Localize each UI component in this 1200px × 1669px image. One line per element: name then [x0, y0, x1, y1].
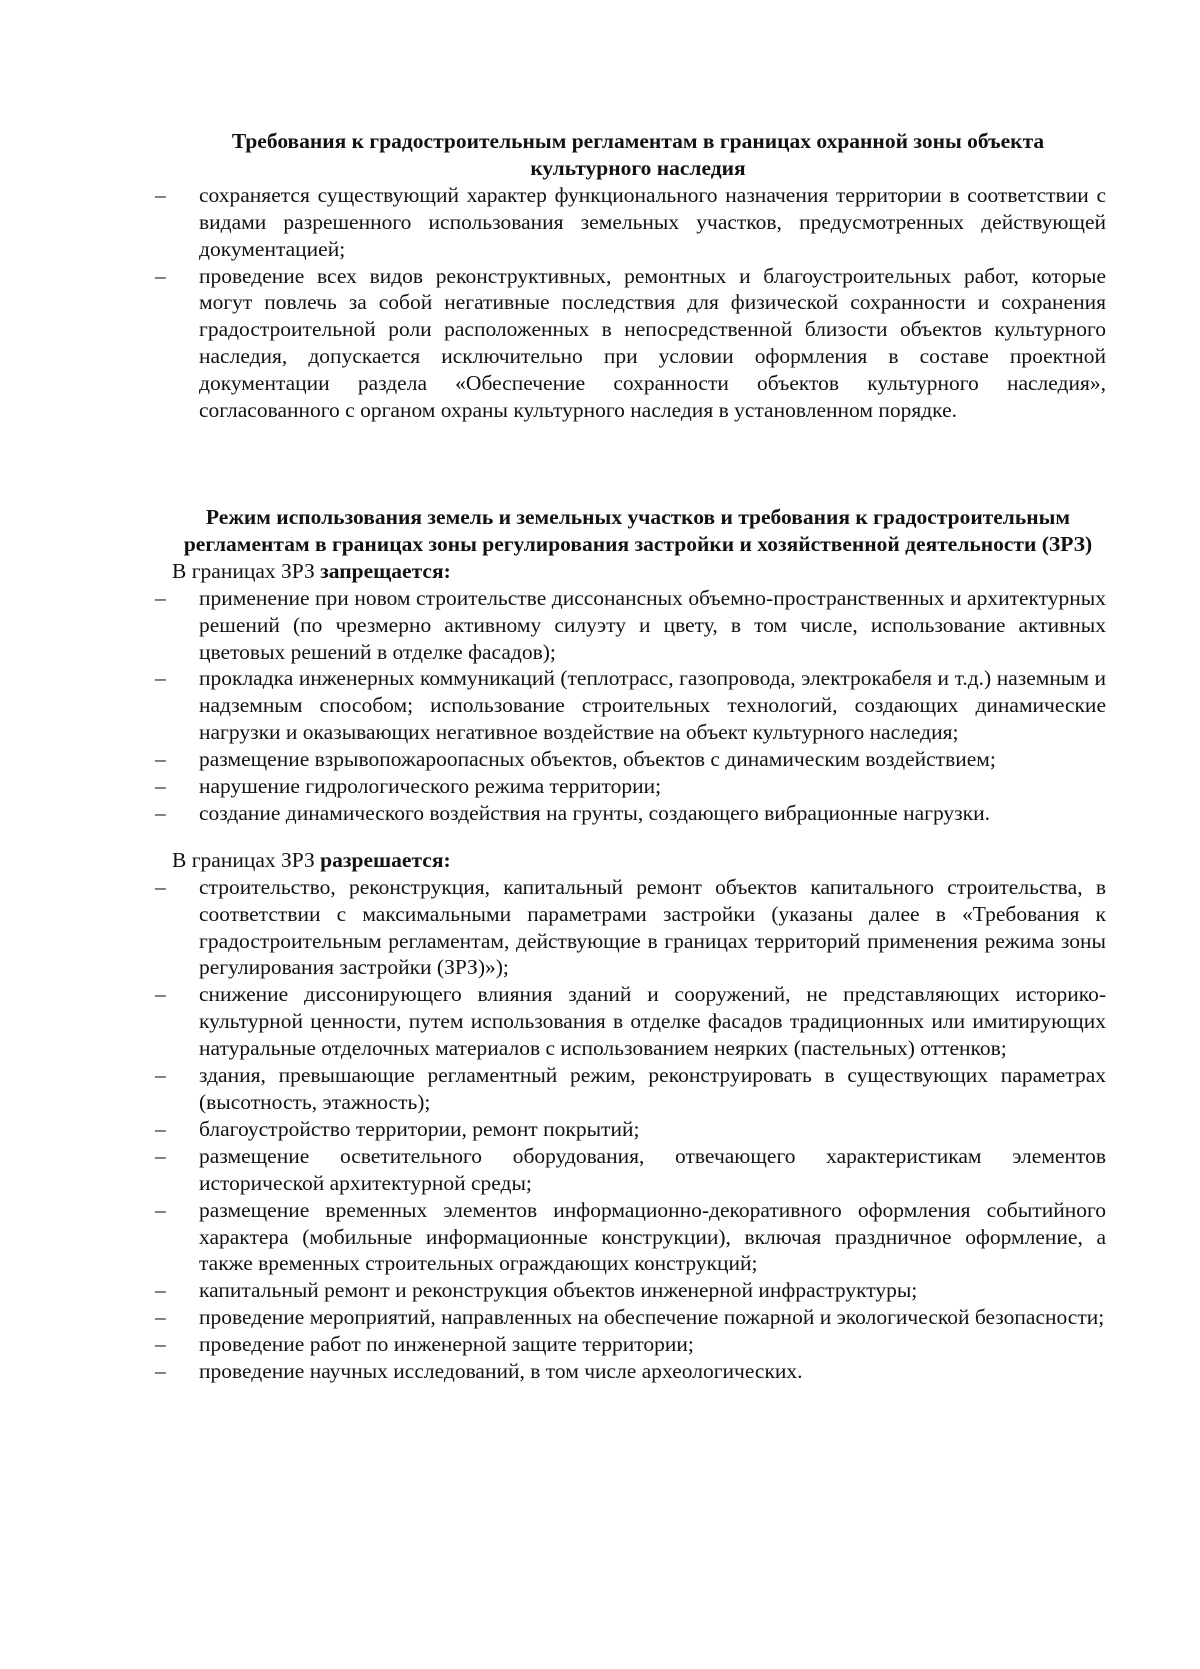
list-item-text: проведение всех видов реконструктивных, ремонтных и благоустроительных работ, которые могут повлечь за собой негативные последствия для физической сохранности и сохранения градостроительной роли расположенных в непосредственной близости объектов культурного наследия, допускается исключительно при условии оформления в составе проектной документации раздела «Обеспечение сохранности объектов культурного наследия», согласованного с органом охраны культурного наследия в установленном порядке. [199, 263, 1106, 423]
list-item-text: сохраняется существующий характер функционального назначения территории в соответствии с видами разрешенного использования земельных участков, предусмотренных действующей документацией; [199, 182, 1106, 261]
list-item-text: нарушение гидрологического режима территории; [199, 774, 662, 799]
document-page [155, 128, 1106, 1385]
dash-bullet: – [155, 1197, 166, 1222]
dash-bullet: – [155, 1332, 166, 1357]
dash-bullet: – [155, 1359, 166, 1384]
list-item [155, 1331, 1106, 1358]
list-item-text: проведение научных исследований, в том числе археологических. [199, 1359, 803, 1384]
dash-bullet: – [155, 747, 166, 772]
list-item [155, 1277, 1106, 1304]
list-item [155, 800, 1106, 827]
list-item [155, 1304, 1106, 1331]
list-item-text: прокладка инженерных коммуникаций (теплотрасс, газопровода, электрокабеля и т.д.) наземным и надземным способом; использование строительных технологий, создающих динамические нагрузки и оказывающих негативное воздействие на объект культурного наследия; [199, 666, 1106, 745]
list-item [155, 1116, 1106, 1143]
dash-bullet: – [155, 982, 166, 1007]
list-item-text: благоустройство территории, ремонт покрытий; [199, 1116, 640, 1141]
list-item [155, 665, 1106, 746]
list-item-text: капитальный ремонт и реконструкция объектов инженерной инфраструктуры; [199, 1278, 918, 1303]
list-item-text: здания, превышающие регламентный режим, реконструировать в существующих параметрах (высотность, этажность); [199, 1063, 1106, 1114]
list-item-text: применение при новом строительстве диссонансных объемно-пространственных и архитектурных решений (по чрезмерно активному силуэту и цвету, в том числе, использование активных цветовых решений в отделке фасадов); [199, 585, 1106, 664]
prohibited-lead-text: В границах ЗРЗ [172, 558, 315, 583]
list-item [155, 773, 1106, 800]
allowed-keyword: разрешается: [320, 847, 451, 872]
list-item-text: размещение осветительного оборудования, отвечающего характеристикам элементов исторической архитектурной среды; [199, 1143, 1106, 1195]
dash-bullet: – [155, 1063, 166, 1088]
allowed-lead-text: В границах ЗРЗ [172, 847, 315, 872]
list-item-text: снижение диссонирующего влияния зданий и сооружений, не представляющих историко-культурной ценности, путем использования в отделке фасадов традиционных или имитирующих натуральные отделочных материалов с использованием неярких (пастельных) оттенков; [199, 982, 1106, 1061]
allowed-list [155, 874, 1106, 1385]
list-item [155, 585, 1106, 666]
list-item-text: проведение мероприятий, направленных на обеспечение пожарной и экологической безопасности; [199, 1305, 1105, 1330]
dash-bullet: – [155, 666, 166, 691]
dash-bullet: – [155, 800, 166, 825]
list-item [155, 1197, 1106, 1278]
dash-bullet: – [155, 874, 166, 899]
dash-bullet: – [155, 1116, 166, 1141]
list-item [155, 981, 1106, 1062]
section1-title: Требования к градостроительным регламентам в границах охранной зоны объекта культурного наследия [231, 129, 1045, 180]
dash-bullet: – [155, 1278, 166, 1303]
dash-bullet: – [155, 263, 166, 288]
section1-list [155, 182, 1106, 424]
prohibited-list [155, 585, 1106, 827]
dash-bullet: – [155, 774, 166, 799]
list-item [155, 1143, 1106, 1197]
dash-bullet: – [155, 1143, 166, 1168]
list-item-text: создание динамического воздействия на грунты, создающего вибрационные нагрузки. [199, 800, 990, 825]
list-item-text: строительство, реконструкция, капитальный ремонт объектов капитального строительства, в соответствии с максимальными параметрами застройки (указаны далее в «Требования к градостроительным регламентам, действующие в границах территорий применения режима зоны регулирования застройки (ЗРЗ)»); [199, 874, 1106, 980]
dash-bullet: – [155, 585, 166, 610]
list-item-text: размещение взрывопожароопасных объектов, объектов с динамическим воздействием; [199, 747, 996, 772]
prohibited-lead [170, 558, 1106, 585]
list-item [155, 1358, 1106, 1385]
list-item [155, 746, 1106, 773]
prohibited-keyword: запрещается: [320, 558, 451, 583]
dash-bullet: – [155, 1305, 166, 1330]
list-item [155, 1062, 1106, 1116]
section2-title: Режим использования земель и земельных участков и требования к градостроительным регламентам в границах зоны регулирования застройки и хозяйственной деятельности (ЗРЗ) [183, 504, 1093, 556]
list-item [155, 182, 1106, 263]
list-item-text: размещение временных элементов информационно-декоративного оформления событийного характера (мобильные информационные конструкции), включая праздничное оформление, а также временных строительных ограждающих конструкций; [199, 1197, 1106, 1276]
dash-bullet: – [155, 182, 166, 207]
allowed-lead [170, 847, 1106, 874]
list-item [155, 874, 1106, 982]
list-item [155, 263, 1106, 424]
list-item-text: проведение работ по инженерной защите территории; [199, 1332, 694, 1357]
